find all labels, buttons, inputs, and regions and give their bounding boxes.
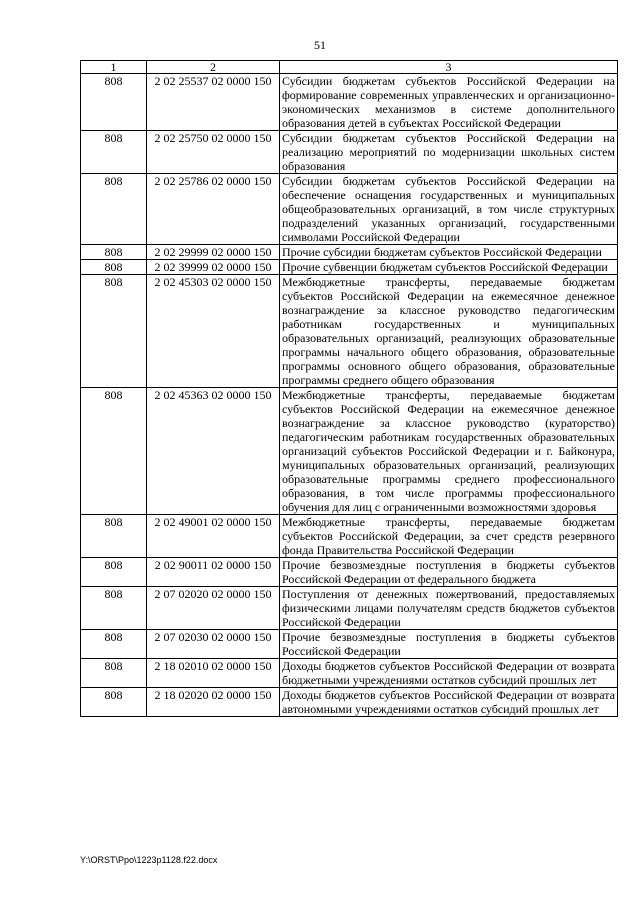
description-cell: Доходы бюджетов субъектов Российской Федерации от возврата бюджетными учреждениями остатков субсидий прошлых лет xyxy=(280,659,618,688)
admin-code-cell: 808 xyxy=(81,515,147,558)
revenue-code-cell: 2 02 25786 02 0000 150 xyxy=(147,174,280,245)
revenue-code-cell: 2 07 02030 02 0000 150 xyxy=(147,630,280,659)
table-row xyxy=(81,131,618,174)
table-body xyxy=(81,74,618,717)
admin-code-cell: 808 xyxy=(81,558,147,587)
admin-code-cell: 808 xyxy=(81,74,147,131)
table-row xyxy=(81,74,618,131)
description-cell: Межбюджетные трансферты, передаваемые бюджетам субъектов Российской Федерации на ежемесячное денежное вознаграждение за классное руководство педагогическим работникам государственных и муниципальных образовательных организаций, реализующих образовательные программы начального общего образования, образовательные программы основного общего образования, образовательные программы среднего общего образования xyxy=(280,275,618,388)
revenue-code-cell: 2 07 02020 02 0000 150 xyxy=(147,587,280,630)
revenue-code-cell: 2 02 45303 02 0000 150 xyxy=(147,275,280,388)
description-cell: Прочие субвенции бюджетам субъектов Российской Федерации xyxy=(280,260,618,275)
table-row xyxy=(81,245,618,260)
description-cell: Поступления от денежных пожертвований, предоставляемых физическими лицами получателям средств бюджетов субъектов Российской Федерации xyxy=(280,587,618,630)
revenue-code-cell: 2 02 29999 02 0000 150 xyxy=(147,245,280,260)
column-header: 3 xyxy=(280,61,618,74)
admin-code-cell: 808 xyxy=(81,630,147,659)
description-cell: Субсидии бюджетам субъектов Российской Федерации на реализацию мероприятий по модернизации школьных систем образования xyxy=(280,131,618,174)
revenue-code-cell: 2 02 49001 02 0000 150 xyxy=(147,515,280,558)
description-cell: Доходы бюджетов субъектов Российской Федерации от возврата автономными учреждениями остатков субсидий прошлых лет xyxy=(280,688,618,717)
revenue-code-cell: 2 02 25750 02 0000 150 xyxy=(147,131,280,174)
description-cell: Прочие субсидии бюджетам субъектов Российской Федерации xyxy=(280,245,618,260)
admin-code-cell: 808 xyxy=(81,388,147,515)
table-row xyxy=(81,260,618,275)
table-row xyxy=(81,587,618,630)
table-header-row xyxy=(81,61,618,74)
description-cell: Межбюджетные трансферты, передаваемые бюджетам субъектов Российской Федерации, за счет средств резервного фонда Правительства Российской Федерации xyxy=(280,515,618,558)
revenue-codes-table xyxy=(80,60,618,717)
table-row xyxy=(81,388,618,515)
table-row xyxy=(81,558,618,587)
table-row xyxy=(81,688,618,717)
revenue-code-cell: 2 18 02010 02 0000 150 xyxy=(147,659,280,688)
revenue-code-cell: 2 02 45363 02 0000 150 xyxy=(147,388,280,515)
table-row xyxy=(81,174,618,245)
column-header: 1 xyxy=(81,61,147,74)
admin-code-cell: 808 xyxy=(81,260,147,275)
revenue-code-cell: 2 18 02020 02 0000 150 xyxy=(147,688,280,717)
admin-code-cell: 808 xyxy=(81,688,147,717)
admin-code-cell: 808 xyxy=(81,131,147,174)
description-cell: Субсидии бюджетам субъектов Российской Федерации на обеспечение оснащения государственных и муниципальных общеобразовательных организаций, в том числе структурных подразделений указанных организаций, государственными символами Российской Федерации xyxy=(280,174,618,245)
admin-code-cell: 808 xyxy=(81,174,147,245)
revenue-code-cell: 2 02 25537 02 0000 150 xyxy=(147,74,280,131)
revenue-code-cell: 2 02 90011 02 0000 150 xyxy=(147,558,280,587)
description-cell: Прочие безвозмездные поступления в бюджеты субъектов Российской Федерации от федерального бюджета xyxy=(280,558,618,587)
admin-code-cell: 808 xyxy=(81,245,147,260)
admin-code-cell: 808 xyxy=(81,587,147,630)
revenue-code-cell: 2 02 39999 02 0000 150 xyxy=(147,260,280,275)
description-cell: Прочие безвозмездные поступления в бюджеты субъектов Российской Федерации xyxy=(280,630,618,659)
file-path-footer: Y:\ORST\Ppo\1223p1128.f22.docx xyxy=(80,855,218,865)
column-header: 2 xyxy=(147,61,280,74)
table-row xyxy=(81,275,618,388)
page-number: 51 xyxy=(314,38,326,52)
table-row xyxy=(81,630,618,659)
table-row xyxy=(81,515,618,558)
table-row xyxy=(81,659,618,688)
description-cell: Субсидии бюджетам субъектов Российской Федерации на формирование современных управленческих и организационно-экономических механизмов в системе дополнительного образования детей в субъектах Российской Федерации xyxy=(280,74,618,131)
description-cell: Межбюджетные трансферты, передаваемые бюджетам субъектов Российской Федерации на ежемесячное денежное вознаграждение за классное руководство (кураторство) педагогическим работникам государственных образовательных организаций субъектов Российской Федерации и г. Байконура, муниципальных образовательных организаций, реализующих образовательные программы среднего профессионального образования, в том числе программы профессионального обучения для лиц с ограниченными возможностями здоровья xyxy=(280,388,618,515)
admin-code-cell: 808 xyxy=(81,275,147,388)
admin-code-cell: 808 xyxy=(81,659,147,688)
